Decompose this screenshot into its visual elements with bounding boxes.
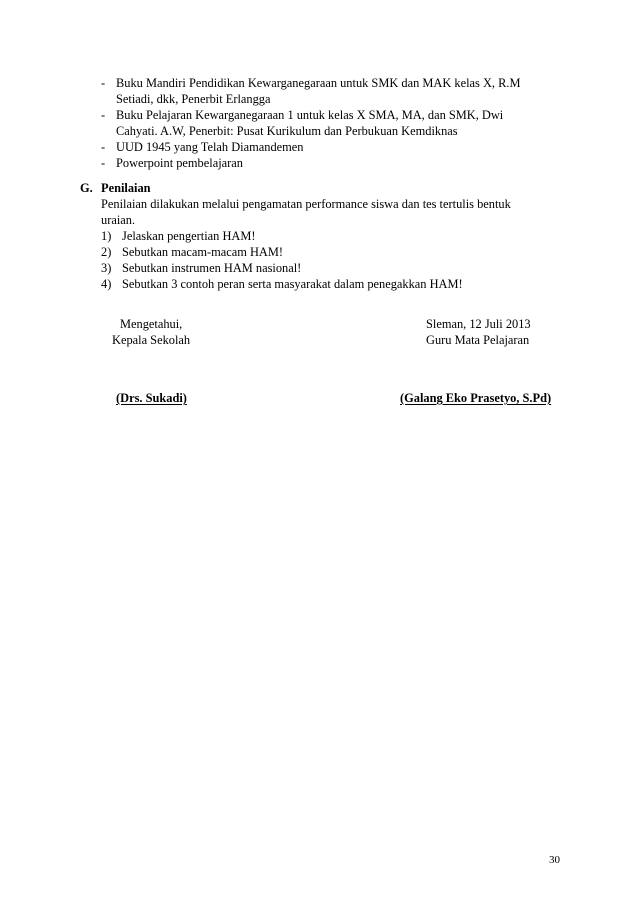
list-bullet: - bbox=[101, 108, 106, 122]
reference-item-line: Setiadi, dkk, Penerbit Erlangga bbox=[116, 92, 271, 106]
reference-item-line: UUD 1945 yang Telah Diamandemen bbox=[116, 140, 304, 154]
list-bullet: - bbox=[101, 140, 106, 154]
question-number: 4) bbox=[101, 277, 112, 291]
section-intro-line: uraian. bbox=[101, 213, 136, 227]
place-date: Sleman, 12 Juli 2013 bbox=[426, 317, 531, 331]
question-text: Sebutkan 3 contoh peran serta masyarakat dalam penegakkan HAM! bbox=[122, 277, 463, 291]
question-text: Sebutkan macam-macam HAM! bbox=[122, 245, 284, 259]
list-bullet: - bbox=[101, 76, 106, 90]
question-number: 2) bbox=[101, 245, 112, 259]
teacher-name: (Galang Eko Prasetyo, S.Pd) bbox=[400, 391, 552, 405]
question-number: 3) bbox=[101, 261, 112, 275]
question-number: 1) bbox=[101, 229, 112, 243]
principal-title: Kepala Sekolah bbox=[112, 333, 191, 347]
reference-item-line: Buku Mandiri Pendidikan Kewarganegaraan untuk SMK dan MAK kelas X, R.M bbox=[116, 76, 521, 90]
section-title: Penilaian bbox=[101, 181, 151, 195]
teacher-title: Guru Mata Pelajaran bbox=[426, 333, 530, 347]
question-text: Sebutkan instrumen HAM nasional! bbox=[122, 261, 302, 275]
principal-name: (Drs. Sukadi) bbox=[116, 391, 187, 405]
section-letter: G. bbox=[80, 181, 93, 195]
page-number: 30 bbox=[549, 854, 560, 866]
approval-label: Mengetahui, bbox=[120, 317, 183, 331]
question-text: Jelaskan pengertian HAM! bbox=[122, 229, 256, 243]
section-intro-line: Penilaian dilakukan melalui pengamatan performance siswa dan tes tertulis bentuk bbox=[101, 197, 511, 211]
reference-item-line: Cahyati. A.W, Penerbit: Pusat Kurikulum dan Perbukuan Kemdiknas bbox=[116, 124, 458, 138]
list-bullet: - bbox=[101, 156, 106, 170]
reference-item-line: Powerpoint pembelajaran bbox=[116, 156, 243, 170]
reference-item-line: Buku Pelajaran Kewarganegaraan 1 untuk kelas X SMA, MA, dan SMK, Dwi bbox=[116, 108, 504, 122]
